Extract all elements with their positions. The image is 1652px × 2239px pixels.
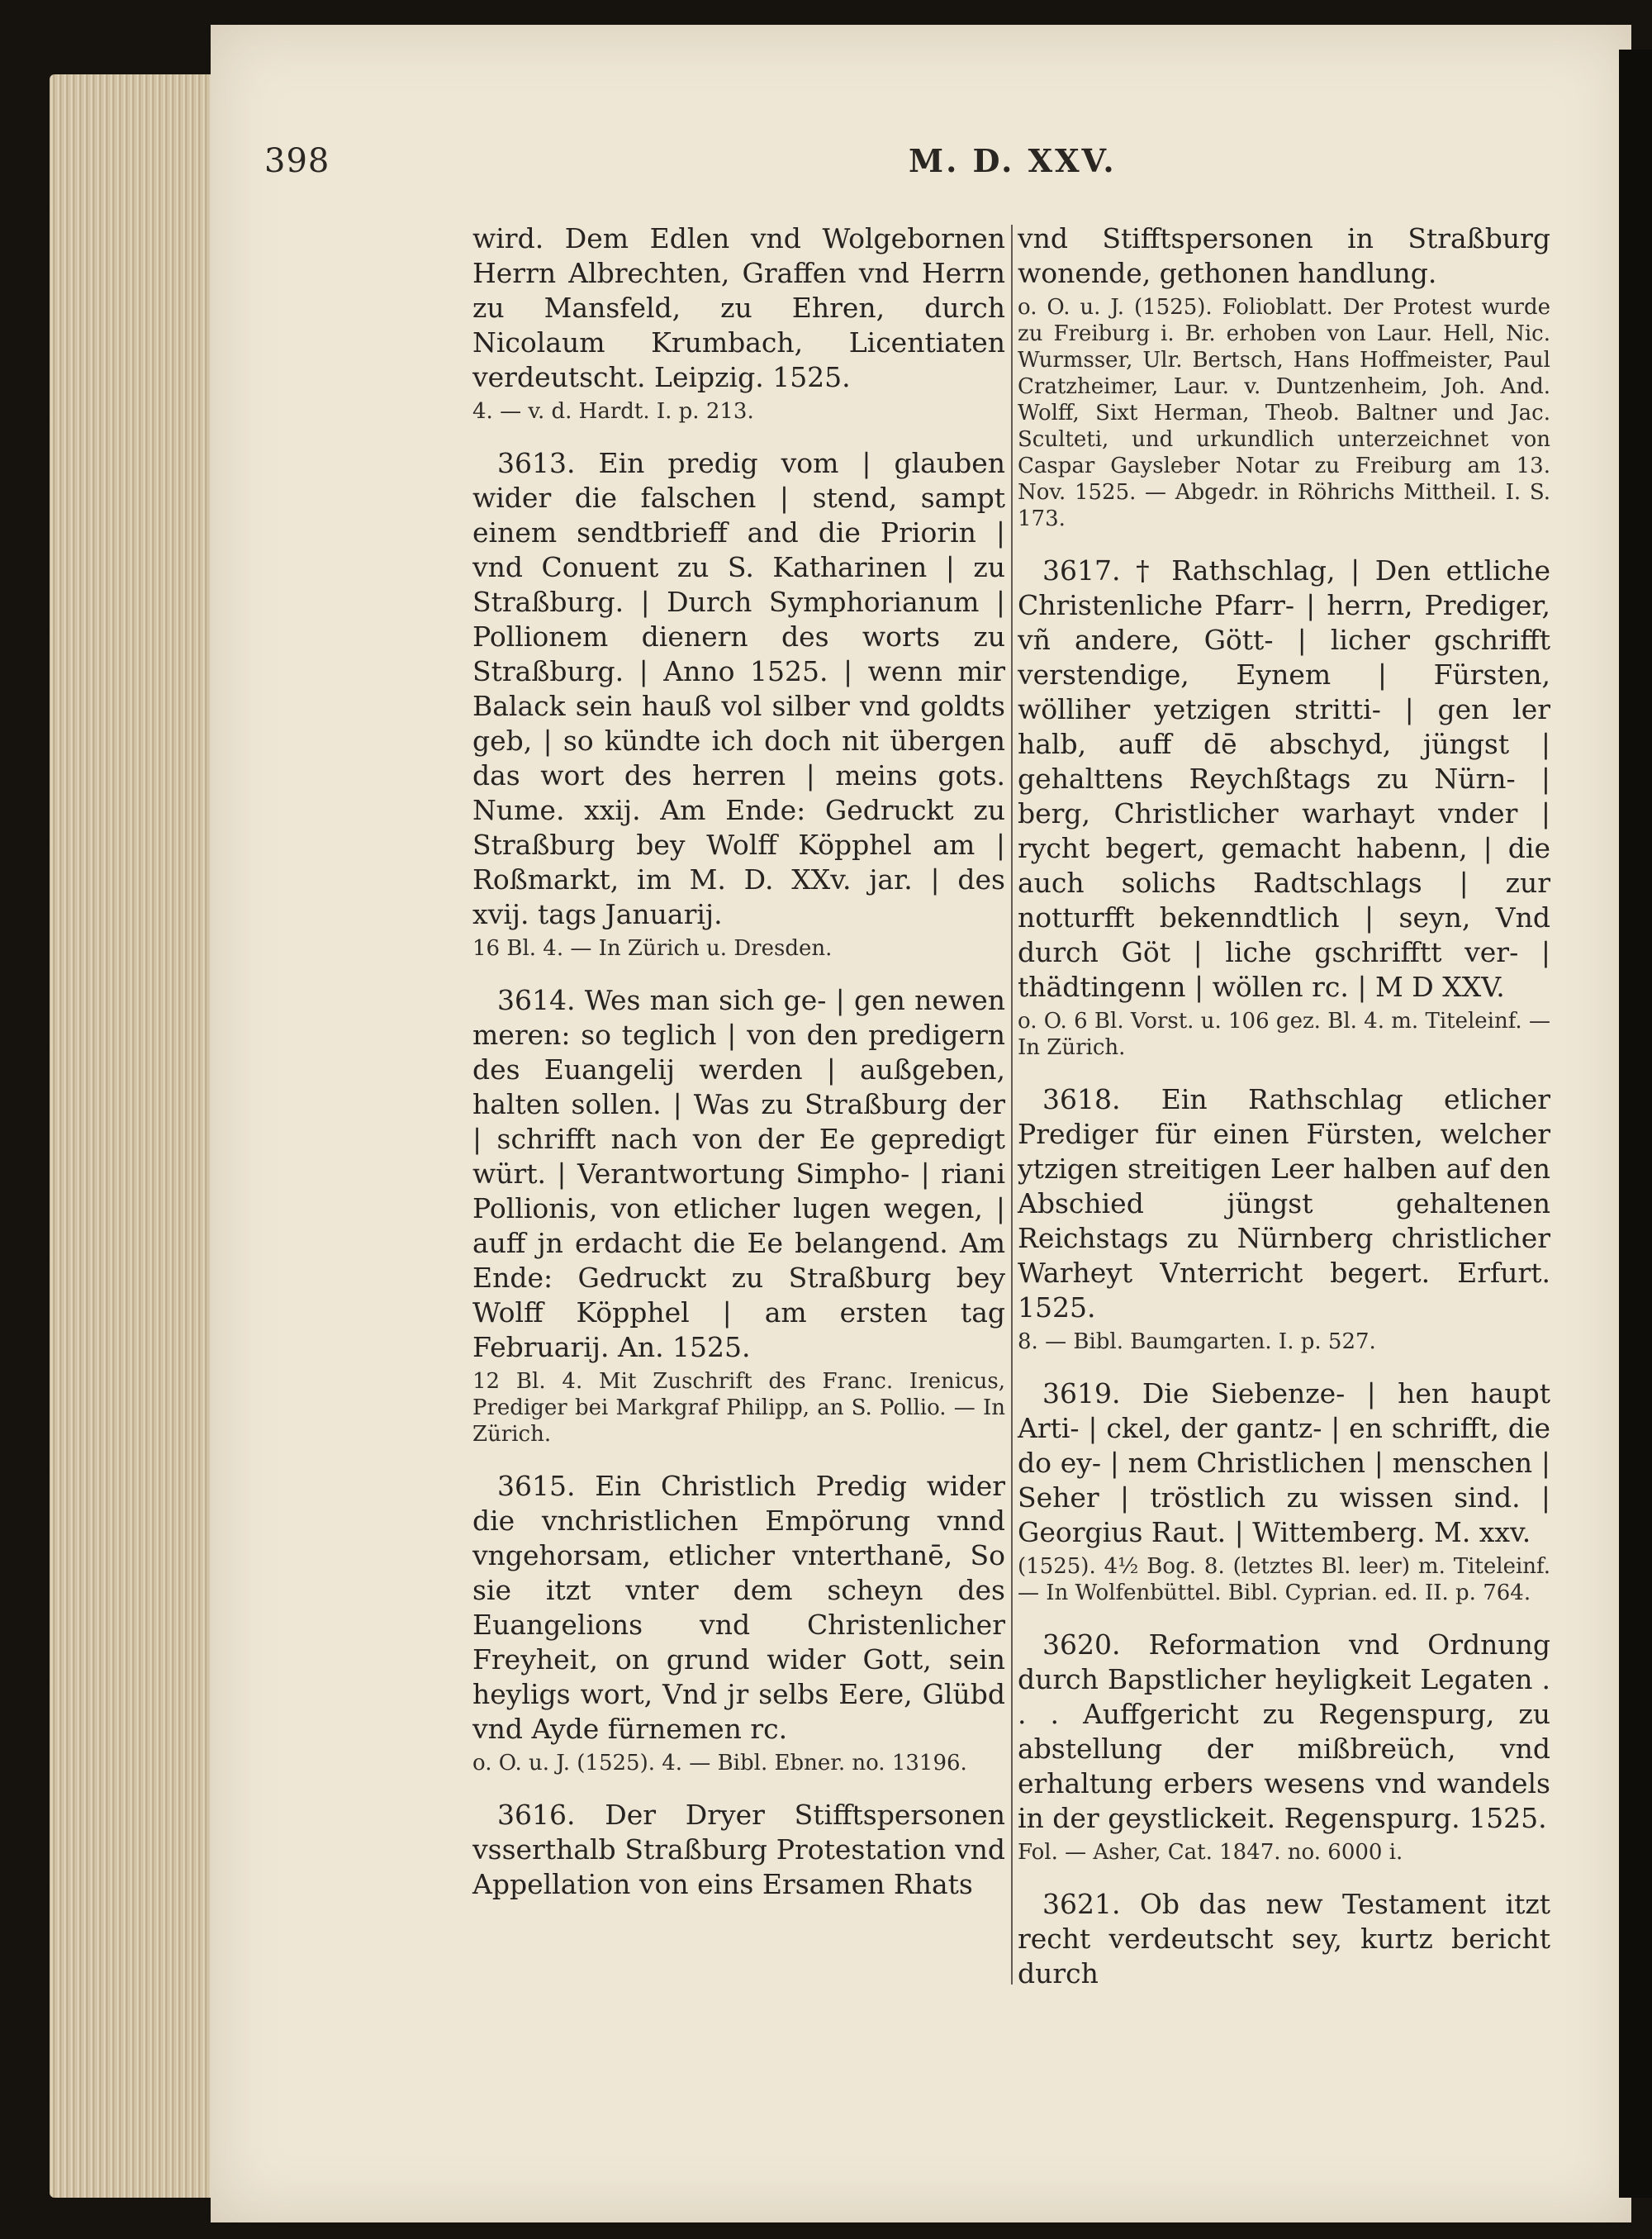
entry-number: 3617. <box>1042 554 1121 587</box>
entry-number: 3621. <box>1042 1888 1121 1920</box>
entry-number: 3619. <box>1042 1377 1121 1409</box>
entry-number: 3618. <box>1042 1083 1121 1115</box>
entry-number: 3614. <box>497 984 576 1016</box>
entry-continuation <box>472 221 1005 425</box>
entry-text: Ein Rathschlag etlicher Prediger für einen Fürsten, welcher ytzigen streitigen Leer halben auf den Abschied jüngst gehaltenen Reichstags zu Nürnberg christlicher Warheyt Vnterricht begert. Erfurt. 1525. <box>1018 1083 1550 1324</box>
book-page-edges <box>50 74 223 2198</box>
entry-3621 <box>1018 1887 1550 1991</box>
entry-note: 8. — Bibl. Baumgarten. I. p. 527. <box>1018 1329 1376 1354</box>
entry-3619 <box>1018 1376 1550 1606</box>
entry-text: Die Siebenze- | hen haupt Arti- | ckel, der gantz- | en schrifft, die do ey- | nem Christlichen | menschen | Seher | tröstlich zu wissen sind. | Georgius Raut. | Wittemberg. M. xxv. <box>1018 1377 1550 1548</box>
entry-text: wird. Dem Edlen vnd Wolgebornen Herrn Albrechten, Graffen vnd Herrn zu Mansfeld, zu Ehren, durch Nicolaum Krumbach, Licentiaten verdeutscht. Leipzig. 1525. <box>472 222 1005 393</box>
column-divider <box>1011 225 1013 1985</box>
page-number: 398 <box>264 142 330 180</box>
entry-text: Wes man sich ge- | gen newen meren: so teglich | von den predigern des Euangelij werden | außgeben, halten sollen. | Was zu Straßburg der | schrifft nach von der Ee gepredigt würt. | Verantwortung Simpho- | riani Pollionis, von etlicher lugen wegen, | auff jn erdacht die Ee belangend. Am Ende: Gedruckt zu Straßburg bey Wolff Köpphel | am ersten tag Februarij. An. 1525. <box>472 984 1005 1363</box>
entry-number: 3613. <box>497 447 576 479</box>
entry-text: vnd Stifftspersonen in Straßburg wonende, gethonen handlung. <box>1018 222 1550 289</box>
entry-3618 <box>1018 1082 1550 1355</box>
left-column <box>472 221 1005 1923</box>
entry-3615 <box>472 1469 1005 1776</box>
entry-note: (1525). 4½ Bog. 8. (letztes Bl. leer) m. Titeleinf. — In Wolfenbüttel. Bibl. Cyprian. ed. II. p. 764. <box>1018 1554 1550 1605</box>
entry-number: 3620. <box>1042 1628 1121 1661</box>
entry-number: 3616. <box>497 1799 576 1831</box>
entry-note: o. O. 6 Bl. Vorst. u. 106 gez. Bl. 4. m. Titeleinf. — In Zürich. <box>1018 1009 1550 1060</box>
entry-note: 12 Bl. 4. Mit Zuschrift des Franc. Irenicus, Prediger bei Markgraf Philipp, an S. Pollio. — In Zürich. <box>472 1369 1005 1447</box>
entry-note: o. O. u. J. (1525). Folioblatt. Der Protest wurde zu Freiburg i. Br. erhoben von Laur. Hell, Nic. Wurmsser, Ulr. Bertsch, Hans Hoffmeister, Paul Cratzheimer, Laur. v. Duntzenheim, Joh. And. Wolff, Sixt Herman, Theob. Baltner und Jac. Sculteti, und urkundlich unterzeichnet von Caspar Gaysleber Notar zu Freiburg am 13. Nov. 1525. — Abgedr. in Röhrichs Mittheil. I. S. 173. <box>1018 295 1550 531</box>
entry-note: 4. — v. d. Hardt. I. p. 213. <box>472 399 754 424</box>
entry-3617 <box>1018 554 1550 1061</box>
entry-note: 16 Bl. 4. — In Zürich u. Dresden. <box>472 936 833 961</box>
entry-3620 <box>1018 1628 1550 1866</box>
entry-text: Ein predig vom | glauben wider die falschen | stend, sampt einem sendtbrieff and die Priorin | vnd Conuent zu S. Katharinen | zu Straßburg. | Durch Symphorianum | Pollionem dienern des worts zu Straßburg. | Anno 1525. | wenn mir Balack sein hauß vol silber vnd goldts geb, | so kündte ich doch nit übergen das wort des herren | meins gots. Nume. xxij. Am Ende: Gedruckt zu Straßburg bey Wolff Köpphel am | Roßmarkt, im M. D. XXv. jar. | des xvij. tags Januarij. <box>472 447 1005 930</box>
entry-text: Ein Christlich Predig wider die vnchristlichen Empörung vnnd vngehorsam, etlicher vnterthanē, So sie itzt vnter dem scheyn des Euangelions vnd Christenlicher Freyheit, on grund wider Gott, sein heyligs wort, Vnd jr selbs Eere, Glübd vnd Ayde fürnemen rc. <box>472 1470 1006 1745</box>
entry-3614 <box>472 983 1005 1448</box>
entry-text: Der Dryer Stifftspersonen vsserthalb Straßburg Protestation vnd Appellation von eins Ersamen Rhats <box>472 1799 1005 1900</box>
entry-note: Fol. — Asher, Cat. 1847. no. 6000 i. <box>1018 1840 1403 1865</box>
entry-text: Ob das new Testament itzt recht verdeutscht sey, kurtz bericht durch <box>1018 1888 1550 1989</box>
entry-3613 <box>472 446 1005 962</box>
entry-number: 3615. <box>497 1470 576 1502</box>
running-head: M. D. XXV. <box>909 142 1117 179</box>
entry-continuation <box>1018 221 1550 532</box>
facing-page-edge <box>1619 50 1652 2198</box>
entry-3616 <box>472 1798 1005 1902</box>
entry-text: † Rathschlag, | Den ettliche Christenliche Pfarr- | herrn, Prediger, vñ andere, Gött- | licher gschrifft verstendige, Eynem | Fürsten, wölliher yetzigen stritti- | gen ler halb, auff dē abschyd, jüngst | gehalttens Reychßtags zu Nürn- | berg, Christlicher warhayt vnder | rycht begert, gemacht habenn, | die auch solichs Radtschlags | zur notturfft bekenndtlich | seyn, Vnd durch Göt | liche gschrifftt ver- | thädtingenn | wöllen rc. | M D XXV. <box>1018 554 1550 1003</box>
entry-text: Reformation vnd Ordnung durch Bapstlicher heyligkeit Legaten . . . Auffgericht zu Regenspurg, zu abstellung der mißbreüch, vnd erhaltung erbers wesens vnd wandels in der geystlickeit. Regenspurg. 1525. <box>1018 1628 1550 1834</box>
entry-note: o. O. u. J. (1525). 4. — Bibl. Ebner. no. 13196. <box>472 1751 967 1776</box>
right-column <box>1018 221 1550 2013</box>
